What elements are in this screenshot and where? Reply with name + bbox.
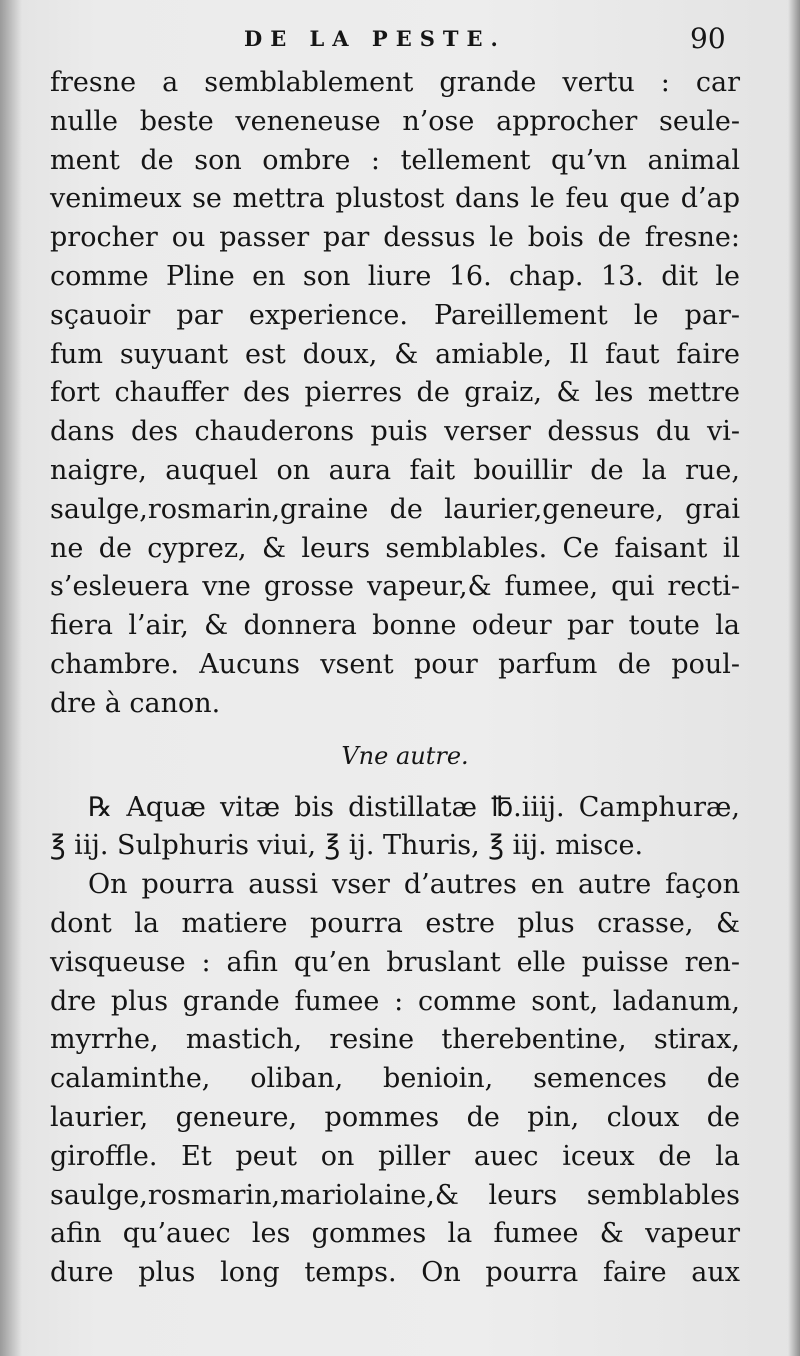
text-line: s’esleuera vne grosse vapeur,& fumee, qui recti- — [50, 571, 740, 603]
text-line: dont la matiere pourra estre plus crasse, & — [50, 907, 740, 939]
text-line: On pourra aussi vser d’autres en autre façon — [88, 869, 740, 901]
text-line: ment de son ombre : tellement qu’vn animal — [50, 144, 740, 176]
text-line: naigre, auquel on aura fait bouillir de la rue, — [50, 454, 740, 486]
text-line: comme Pline en son liure 16. chap. 13. dit le — [50, 260, 740, 292]
section-heading: Vne autre. — [341, 741, 469, 770]
text-line: dre plus grande fumee : comme sont, ladanum, — [50, 985, 740, 1017]
text-line: ne de cyprez, & leurs semblables. Ce faisant il — [50, 532, 740, 564]
text-line: sçauoir par experience. Pareillement le par- — [50, 299, 740, 331]
text-line: visqueuse : afin qu’en bruslant elle puisse ren- — [50, 946, 740, 978]
text-line: nulle beste veneneuse n’ose approcher seule- — [50, 105, 740, 137]
text-line: venimeux se mettra plustost dans le feu que d’ap — [50, 183, 740, 215]
text-line: calaminthe, oliban, benioin, semences de — [50, 1063, 740, 1095]
text-line: chambre. Aucuns vsent pour parfum de poul- — [50, 648, 740, 680]
text-line: laurier, geneure, pommes de pin, cloux de — [50, 1101, 740, 1133]
text-line: fum suyuant est doux, & amiable, Il faut faire — [50, 338, 740, 370]
text-line: fort chauffer des pierres de graiz, & les mettre — [50, 377, 740, 409]
text-line: fresne a semblablement grande vertu : car — [50, 67, 740, 98]
text-line: saulge,rosmarin,graine de laurier,geneure, grai — [50, 493, 740, 525]
text-line: dre à canon. — [50, 687, 221, 719]
page-number: 90 — [690, 22, 726, 55]
text-line: dure plus long temps. On pourra faire aux — [50, 1257, 740, 1289]
text-line: fiera l’air, & donnera bonne odeur par toute la — [50, 610, 740, 642]
text-line: saulge,rosmarin,mariolaine,& leurs semblables — [50, 1179, 740, 1211]
recipe-line: ℥ iij. Sulphuris viui, ℥ ij. Thuris, ℥ iij. misce. — [50, 830, 644, 862]
text-line: dans des chauderons puis verser dessus du vi- — [50, 416, 740, 448]
text-line: giroffle. Et peut on piller auec iceux de la — [50, 1140, 740, 1172]
text-line: procher ou passer par dessus le bois de fresne: — [50, 222, 740, 254]
page-header — [0, 22, 800, 62]
text-line: myrrhe, mastich, resine therebentine, stirax, — [50, 1024, 740, 1056]
recipe-line: ℞ Aquæ vitæ bis distillatæ ℔.iiij. Camphuræ, — [88, 791, 740, 823]
running-title: DE LA PESTE. — [244, 26, 506, 51]
main-text — [50, 64, 740, 1293]
text-line: afin qu’auec les gommes la fumee & vapeur — [50, 1218, 740, 1250]
